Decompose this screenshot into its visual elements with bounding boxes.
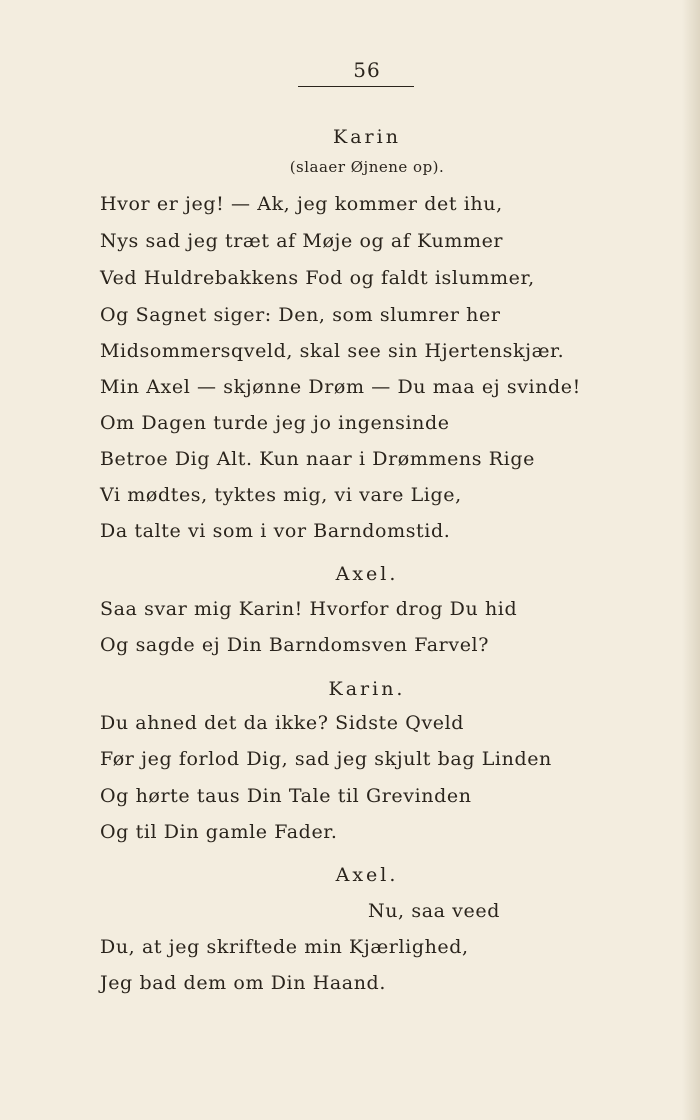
verse-line: Og Sagnet siger: Den, som slumrer her <box>100 304 501 326</box>
verse-line: Nys sad jeg træt af Møje og af Kummer <box>100 230 504 252</box>
verse-line: Min Axel — skjønne Drøm — Du maa ej svinde! <box>100 376 581 398</box>
verse-line: Da talte vi som i vor Barndomstid. <box>100 520 451 542</box>
verse-line: Du, at jeg skriftede min Kjærlighed, <box>100 936 469 958</box>
stage-direction: (slaaer Øjnene op). <box>289 158 445 176</box>
page-number: 56 <box>353 58 381 82</box>
verse-line: Midsommersqveld, skal see sin Hjertenskjær. <box>100 340 565 362</box>
verse-line: Og til Din gamle Fader. <box>100 821 338 843</box>
verse-line: Hvor er jeg! — Ak, jeg kommer det ihu, <box>100 193 503 215</box>
verse-line: Du ahned det da ikke? Sidste Qveld <box>100 712 465 734</box>
speaker-name: Karin. <box>328 678 406 700</box>
verse-line: Saa svar mig Karin! Hvorfor drog Du hid <box>100 598 518 620</box>
verse-line: Om Dagen turde jeg jo ingensinde <box>100 412 450 434</box>
verse-line: Før jeg forlod Dig, sad jeg skjult bag Linden <box>100 748 552 770</box>
verse-line: Nu, saa veed <box>368 900 500 922</box>
verse-line: Vi mødtes, tyktes mig, vi vare Lige, <box>100 484 462 506</box>
header-rule <box>298 86 414 87</box>
verse-line: Betroe Dig Alt. Kun naar i Drømmens Rige <box>100 448 535 470</box>
speaker-name: Karin <box>333 126 401 148</box>
verse-line: Ved Huldrebakkens Fod og faldt islummer, <box>100 267 535 289</box>
speaker-name: Axel. <box>335 864 399 886</box>
verse-line: Og sagde ej Din Barndomsven Farvel? <box>100 634 490 656</box>
speaker-name: Axel. <box>335 563 399 585</box>
verse-line: Og hørte taus Din Tale til Grevinden <box>100 785 472 807</box>
verse-line: Jeg bad dem om Din Haand. <box>100 972 386 994</box>
